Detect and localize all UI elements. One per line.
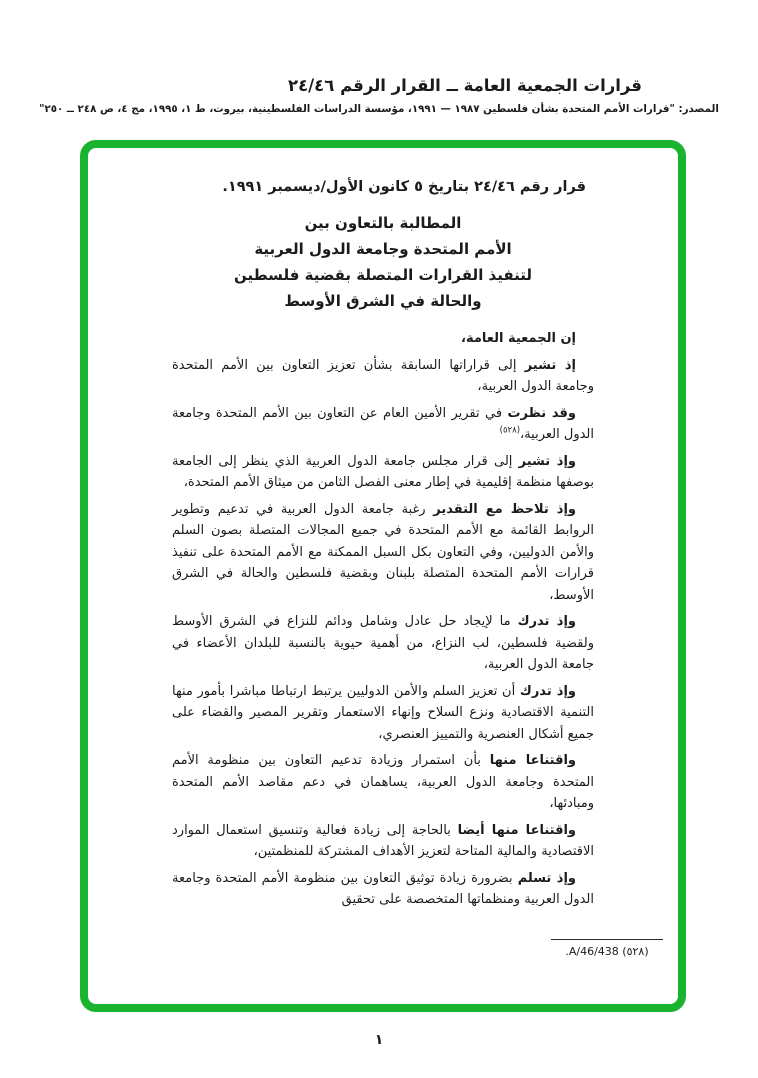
document-title: قرارات الجمعية العامة ــ القرار الرقم ٢٤/٤٦ (288, 76, 642, 95)
resolution-title (172, 210, 594, 314)
paragraph-lead: وإذ تدرك (517, 614, 577, 629)
paragraph-text: ما لإيجاد حل عادل وشامل ودائم للنزاع في الشرق الأوسط ولقضية فلسطين، لب النزاع، من أهمية حيوية بالنسبة للبلدان الأعضاء في جامعة الدول العربية، (172, 614, 594, 672)
paragraph-lead: وإذ تشير (518, 453, 577, 469)
resolution-title-line: الأمم المتحدة وجامعة الدول العربية (254, 240, 512, 258)
preamble-paragraph (172, 611, 594, 676)
preamble-paragraph (172, 355, 594, 398)
resolution-border-box (80, 140, 686, 1012)
footnote (551, 939, 663, 958)
preamble-paragraph (172, 499, 594, 607)
preamble-paragraph (172, 750, 594, 815)
paragraph-text: إلى قراراتها السابقة بشأن تعزيز التعاون بين الأمم المتحدة وجامعة الدول العربية، (172, 357, 594, 394)
paragraph-lead: وإذ تدرك (519, 683, 576, 699)
paragraph-text: بأن استمرار وزيادة تدعيم التعاون بين منظومة الأمم المتحدة وجامعة الدول العربية، يساهمان في دعم مقاصد الأمم المتحدة ومبادئها، (172, 753, 594, 811)
paragraph-lead: إذ تشير (524, 357, 576, 373)
preamble-paragraph (172, 681, 594, 746)
paragraph-lead: واقتناعا منها أيضا (457, 822, 576, 838)
resolution-date-line: قرار رقم ٢٤/٤٦ بتاريخ ٥ كانون الأول/ديسمبر ١٩٩١. (222, 179, 586, 195)
footnote-document-symbol: A/46/438. (565, 945, 619, 958)
resolution-content (88, 148, 678, 1004)
paragraph-text: بالحاجة إلى زيادة فعالية وتنسيق استعمال الموارد الاقتصادية والمالية المتاحة لتعزيز الأهداف المشتركة للمنظمتين، (172, 822, 594, 859)
preamble-paragraph (172, 328, 594, 350)
paragraph-lead: وإذ تلاحظ مع التقدير (433, 501, 577, 517)
paragraph-text: في تقرير الأمين العام عن التعاون بين الأمم المتحدة وجامعة الدول العربية، (172, 405, 594, 442)
preamble-paragraph (172, 820, 594, 863)
paragraph-lead: وقد نظرت (507, 405, 577, 421)
paragraph-text: رغبة جامعة الدول العربية في تدعيم وتطوير الروابط القائمة مع الأمم المتحدة في جميع المجالات المتصلة بصون السلم والأمن الدوليين، وفي التعاون بكل السبل الممكنة مع الأمم المتحدة على تنفيذ قرارات الأمم المتحدة المتصلة بلبنان وبقضية فلسطين والحالة في الشرق الأوسط، (172, 501, 594, 603)
footnote-marker: (٥٢٨) (622, 945, 649, 958)
paragraph-text: أن تعزيز السلم والأمن الدوليين يرتبط ارتباطا مباشرا بأمور منها التنمية الاقتصادية ونزع السلاح وإنهاء الاستعمار وتقرير المصير والقضاء على جميع أشكال العنصرية والتمييز العنصري، (172, 683, 594, 742)
paragraph-lead: واقتناعا منها (489, 753, 576, 768)
preamble-paragraph (172, 403, 594, 446)
paragraph-text: إلى قرار مجلس جامعة الدول العربية الذي ينظر إلى الجامعة بوصفها منظمة إقليمية في إطار معنى الفصل الثامن من ميثاق الأمم المتحدة، (172, 453, 594, 490)
resolution-title-line: لتنفيذ القرارات المتصلة بقضية فلسطين (233, 266, 533, 284)
paragraph-lead: إن الجمعية العامة، (461, 331, 576, 346)
preamble-paragraph (172, 451, 594, 494)
paragraph-lead: وإذ تسلم (517, 870, 576, 886)
page-header (0, 76, 758, 115)
source-citation: المصدر: "قرارات الأمم المتحدة بشأن فلسطين ١٩٨٧ — ١٩٩١، مؤسسة الدراسات الفلسطينية، بيروت، ط ١، ١٩٩٥، مج ٤، ص ٢٤٨ ــ ٢٥٠" (39, 103, 719, 115)
resolution-title-line: المطالبة بالتعاون بين (304, 214, 462, 232)
footnote-reference-marker: (٥٢٨) (499, 425, 521, 436)
page-number: ١ (374, 1032, 384, 1048)
resolution-title-line: والحالة في الشرق الأوسط (284, 292, 482, 310)
preamble-paragraph (172, 868, 594, 911)
paragraph-text: بضرورة زيادة توثيق التعاون بين منظومة الأمم المتحدة وجامعة الدول العربية ومنظماتها المتخصصة على تحقيق (172, 870, 594, 907)
